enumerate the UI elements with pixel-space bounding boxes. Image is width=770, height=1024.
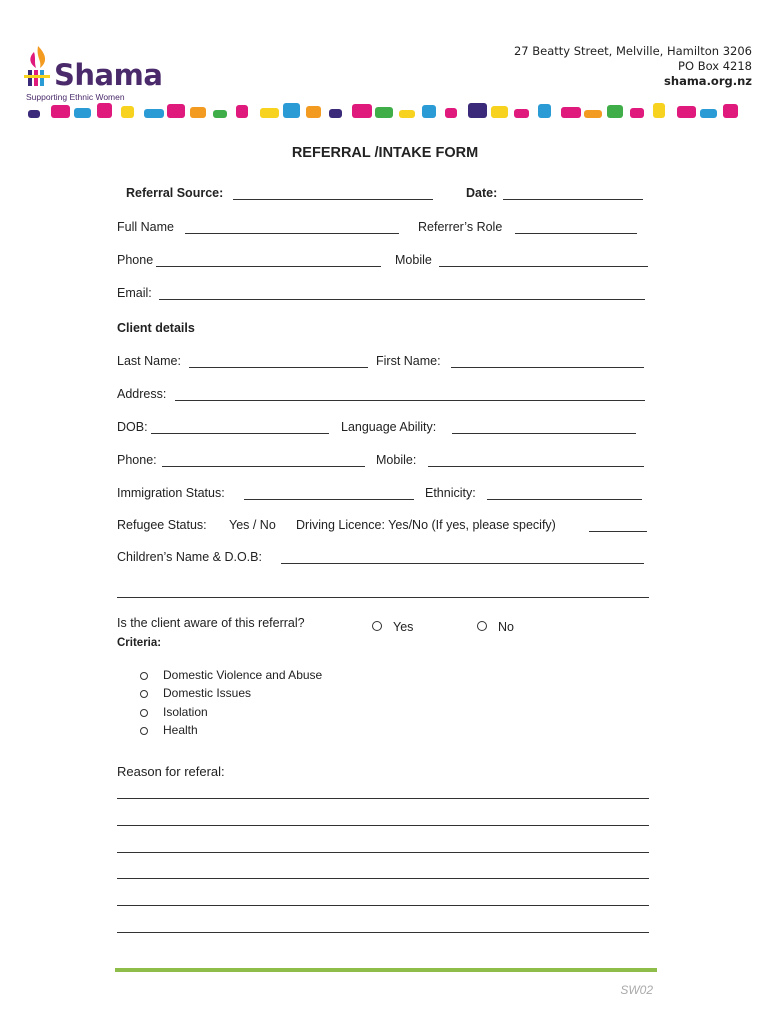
color-block — [445, 108, 457, 118]
color-block — [236, 105, 248, 118]
color-block — [329, 109, 342, 118]
address-line-2: PO Box 4218 — [678, 59, 752, 73]
referral-source-field[interactable] — [233, 199, 433, 200]
email-label: Email: — [117, 286, 152, 300]
criteria-item: Domestic Issues — [163, 686, 252, 700]
criteria-bullet — [140, 690, 148, 698]
flame-icon — [24, 44, 54, 88]
color-block-strip — [28, 102, 748, 118]
phone-field[interactable] — [156, 266, 381, 267]
referral-source-label: Referral Source: — [126, 186, 224, 200]
refugee-status-label: Refugee Status: — [117, 518, 207, 532]
dob-field[interactable] — [151, 433, 329, 434]
criteria-item: Isolation — [163, 705, 208, 719]
mobile-label: Mobile — [395, 253, 432, 267]
color-block — [422, 105, 436, 118]
criteria-bullet — [140, 709, 148, 717]
color-block — [74, 108, 91, 118]
color-block — [723, 104, 738, 118]
criteria-bullet — [140, 727, 148, 735]
language-ability-field[interactable] — [452, 433, 636, 434]
logo-word: Shama — [54, 58, 163, 92]
first-name-label: First Name: — [376, 354, 441, 368]
client-details-heading: Client details — [117, 321, 195, 335]
client-phone-label: Phone: — [117, 453, 157, 467]
address-label: Address: — [117, 387, 167, 401]
aware-question: Is the client aware of this referral? — [117, 616, 305, 630]
first-name-field[interactable] — [451, 367, 644, 368]
full-name-label: Full Name — [117, 220, 174, 234]
color-block — [538, 104, 551, 118]
color-block — [352, 104, 372, 118]
color-block — [561, 107, 581, 118]
criteria-bullet — [140, 672, 148, 680]
color-block — [399, 110, 415, 118]
language-ability-label: Language Ability: — [341, 420, 437, 434]
driving-licence-field[interactable] — [589, 531, 647, 532]
ethnicity-label: Ethnicity: — [425, 486, 476, 500]
color-block — [306, 106, 321, 118]
address-field[interactable] — [175, 400, 645, 401]
address-block — [514, 44, 752, 89]
shama-logo — [24, 44, 174, 104]
referrer-role-label: Referrer’s Role — [418, 220, 503, 234]
last-name-label: Last Name: — [117, 354, 181, 368]
reason-line[interactable] — [117, 825, 649, 826]
full-name-field[interactable] — [185, 233, 399, 234]
website: shama.org.nz — [664, 74, 752, 88]
criteria-heading: Criteria: — [117, 637, 162, 649]
aware-yes-label: Yes — [393, 620, 414, 634]
phone-label: Phone — [117, 253, 154, 267]
color-block — [653, 103, 665, 118]
date-label: Date: — [466, 186, 498, 200]
reason-line[interactable] — [117, 905, 649, 906]
color-block — [630, 108, 644, 118]
footer-divider — [115, 968, 657, 972]
color-block — [260, 108, 279, 118]
reason-line[interactable] — [117, 852, 649, 853]
form-title: REFERRAL /INTAKE FORM — [291, 145, 479, 161]
mobile-field[interactable] — [439, 266, 648, 267]
color-block — [700, 109, 717, 118]
reason-line[interactable] — [117, 878, 649, 879]
children-label: Children’s Name & D.O.B: — [117, 550, 262, 564]
aware-yes-radio[interactable] — [372, 621, 382, 631]
date-field[interactable] — [503, 199, 643, 200]
reason-label: Reason for referal: — [117, 764, 225, 779]
reason-line[interactable] — [117, 932, 649, 933]
criteria-item: Domestic Violence and Abuse — [163, 668, 323, 682]
dob-label: DOB: — [117, 420, 148, 434]
color-block — [491, 106, 508, 118]
aware-no-radio[interactable] — [477, 621, 487, 631]
color-block — [677, 106, 696, 118]
client-mobile-field[interactable] — [428, 466, 644, 467]
immigration-status-label: Immigration Status: — [117, 486, 225, 500]
referrer-role-field[interactable] — [515, 233, 637, 234]
color-block — [607, 105, 623, 118]
children-field[interactable] — [281, 563, 644, 564]
client-phone-field[interactable] — [162, 466, 365, 467]
color-block — [584, 110, 602, 118]
client-mobile-label: Mobile: — [376, 453, 417, 467]
last-name-field[interactable] — [189, 367, 368, 368]
form-code: SW02 — [620, 983, 653, 997]
reason-line[interactable] — [117, 798, 649, 799]
logo-tagline: Supporting Ethnic Women — [26, 92, 125, 102]
address-line-1: 27 Beatty Street, Melville, Hamilton 3206 — [513, 44, 752, 58]
color-block — [190, 107, 206, 118]
color-block — [167, 104, 185, 118]
color-block — [213, 110, 227, 118]
driving-licence-label: Driving Licence: Yes/No (If yes, please specify) — [296, 518, 556, 532]
color-block — [51, 105, 70, 118]
color-block — [375, 107, 393, 118]
aware-no-label: No — [498, 620, 514, 634]
color-block — [468, 103, 487, 118]
immigration-status-field[interactable] — [244, 499, 414, 500]
email-field[interactable] — [159, 299, 645, 300]
children-extra-line[interactable] — [117, 597, 649, 598]
criteria-item: Health — [163, 723, 198, 737]
color-block — [28, 110, 40, 118]
color-block — [283, 103, 300, 118]
color-block — [144, 109, 164, 118]
refugee-options[interactable]: Yes / No — [229, 518, 276, 532]
color-block — [121, 106, 134, 118]
color-block — [97, 103, 112, 118]
ethnicity-field[interactable] — [487, 499, 642, 500]
color-block — [514, 109, 529, 118]
